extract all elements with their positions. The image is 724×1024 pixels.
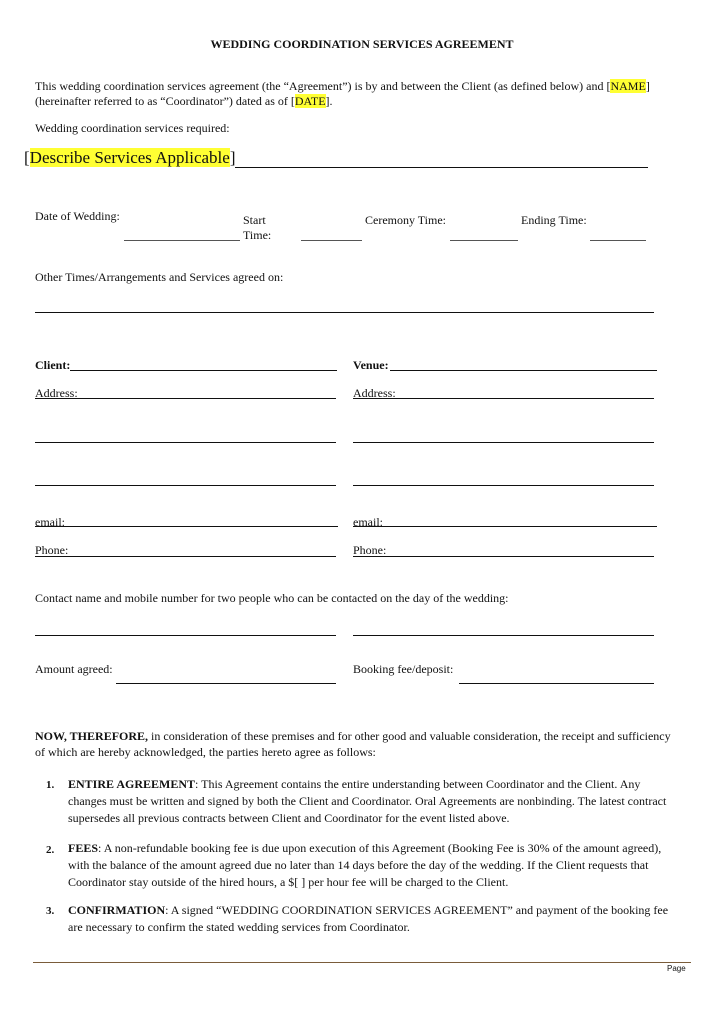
services-field[interactable] [24,148,236,168]
amount-agreed-label: Amount agreed: [35,662,113,676]
clause-number: 1. [46,779,55,791]
clause-number: 2. [46,844,55,856]
venue-name-line[interactable] [390,370,657,371]
intro-text-4: ]. [325,94,333,108]
date-of-wedding-line[interactable] [124,240,240,241]
client-email-label: email: [35,515,65,529]
name-placeholder[interactable]: NAME [610,79,646,93]
venue-email-label: email: [353,515,383,529]
date-of-wedding-label: Date of Wedding: [35,209,120,223]
document-title: WEDDING COORDINATION SERVICES AGREEMENT [210,37,514,51]
clause-entire-agreement [68,776,688,827]
clause-line: : This Agreement contains the entire understanding between Coordinator and the Client. Any [195,777,641,791]
venue-address-line-2[interactable] [353,442,654,443]
ending-time-label: Ending Time: [521,213,587,227]
clause-number: 3. [46,905,55,917]
contact-label: Contact name and mobile number for two people who can be contacted on the day of the wedding: [35,591,509,605]
ceremony-time-label: Ceremony Time: [365,213,447,227]
client-address-label: Address: [35,386,78,400]
intro-paragraph [35,79,685,109]
venue-address-line-1[interactable] [353,398,654,399]
services-open-bracket: [ [24,148,30,167]
clause-heading: FEES [68,841,99,855]
now-therefore-line-2: of which are hereby acknowledged, the parties hereto agree as follows: [35,745,376,759]
clause-line: with the balance of the amount agreed due no later than 14 days before the day of the wedding. If the Client requests that [68,858,649,872]
other-arrangements-line[interactable] [35,312,654,313]
client-phone-label: Phone: [35,543,69,557]
client-address-line-3[interactable] [35,485,336,486]
client-phone-line[interactable] [35,556,336,557]
booking-fee-label: Booking fee/deposit: [353,662,454,676]
footer-divider [33,962,691,963]
clause-fees [68,840,688,891]
services-placeholder[interactable]: Describe Services Applicable [29,148,230,167]
intro-text-1: This wedding coordination services agreement (the “Agreement”) is by and between the Client (as defined below) and [ [35,79,611,93]
ending-time-line[interactable] [590,240,646,241]
clause-heading: ENTIRE AGREEMENT [68,777,196,791]
amount-agreed-line[interactable] [116,683,336,684]
client-email-line[interactable] [35,526,338,527]
intro-text-3: (hereinafter referred to as “Coordinator”) dated as of [ [35,94,295,108]
client-address-line-1[interactable] [35,398,336,399]
venue-email-line[interactable] [353,526,657,527]
start-time-line[interactable] [301,240,362,241]
venue-address-label: Address: [353,386,396,400]
services-required-label: Wedding coordination services required: [35,121,230,135]
page-label: Page [667,964,686,973]
services-underline [235,167,648,168]
client-name-line[interactable] [70,370,337,371]
contact-line-1[interactable] [35,635,336,636]
ceremony-time-line[interactable] [450,240,518,241]
now-therefore-bold: NOW, THEREFORE, [35,729,149,743]
clause-line: : A non-refundable booking fee is due upon execution of this Agreement (Booking Fee is 30% of the amount agreed), [98,841,662,855]
intro-text-2: ] [645,79,650,93]
clause-heading: CONFIRMATION [68,903,166,917]
venue-address-line-3[interactable] [353,485,654,486]
venue-phone-line[interactable] [353,556,654,557]
venue-phone-label: Phone: [353,543,387,557]
other-arrangements-label: Other Times/Arrangements and Services agreed on: [35,270,284,284]
now-therefore-paragraph [35,728,685,760]
clause-line: are necessary to confirm the stated wedding services from Coordinator. [68,920,410,934]
clause-line: Coordinator stay outside of the hired hours, a $[ ] per hour fee will be charged to the Client. [68,875,509,889]
start-time-label-2: Time: [243,228,272,242]
clause-confirmation [68,902,688,936]
booking-fee-line[interactable] [459,683,654,684]
clause-line: changes must be written and signed by both the Client and Coordinator. Oral Agreements are nonbinding. The latest contract [68,794,667,808]
client-heading: Client: [35,358,71,372]
start-time-label-1: Start [243,213,266,227]
now-therefore-line-1: in consideration of these premises and for other good and valuable consideration, the receipt and sufficiency [148,729,671,743]
services-close-bracket: ] [229,148,236,167]
clause-line: supersedes all previous contracts between Client and Coordinator for the event listed above. [68,811,510,825]
client-address-line-2[interactable] [35,442,336,443]
clause-line: : A signed “WEDDING COORDINATION SERVICES AGREEMENT” and payment of the booking fee [165,903,669,917]
date-placeholder[interactable]: DATE [294,94,326,108]
venue-heading: Venue: [353,358,389,372]
contact-line-2[interactable] [353,635,654,636]
